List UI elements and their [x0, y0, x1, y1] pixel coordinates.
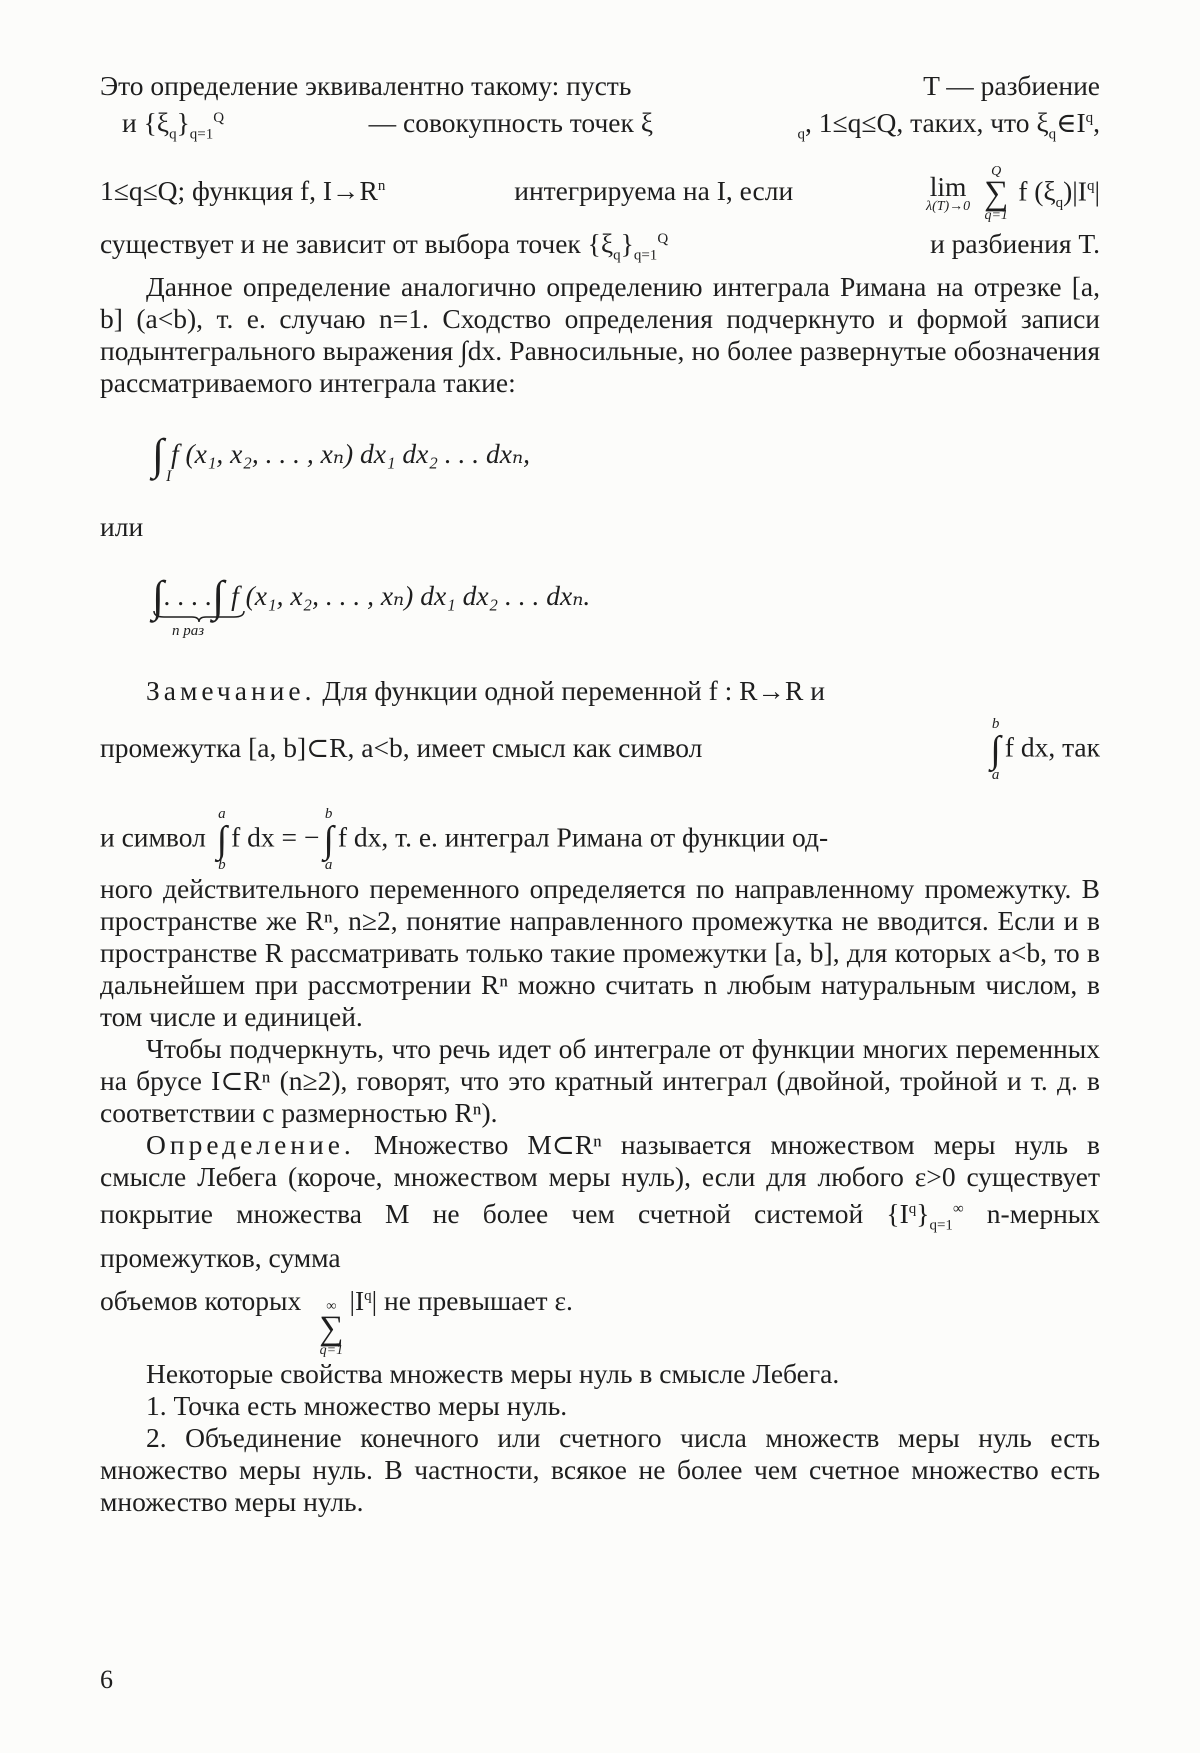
- text: и разбиения T.: [930, 227, 1100, 259]
- paragraph-properties: Некоторые свойства множеств меры нуль в смысле Лебега.: [146, 1358, 840, 1390]
- text-column: [100, 70, 1100, 1518]
- line-4: [100, 223, 1100, 272]
- line-1: [100, 70, 1100, 102]
- text: и $\{\xi_q\}_{q=1}^Q$: [122, 107, 225, 143]
- or-word: или: [100, 511, 144, 543]
- text: T — разбиение: [923, 70, 1100, 101]
- n-times-label: n раз: [172, 623, 205, 640]
- line-3: [100, 165, 1100, 223]
- paragraph-definition: Определение. Множество M⊂Rⁿ называется множеством меры нуль в смысле Лебега (короче, множеством меры нуль), если для любого ε>0 существует покрытие множества M не более чем счетной системой $\{I^q\}_{q=1}^\infty$ n-мерных промежутков, сумма: [100, 1129, 1101, 1273]
- text: $|I^q|$ не превышает ε.: [349, 1285, 573, 1317]
- formula-text: f (x₁, x₂, . . . , xₙ) dx₁ dx₂ . . . dxₙ.: [231, 580, 591, 612]
- formula-text: f (x₁, x₂, . . . , xₙ) dx₁ dx₂ . . . dxₙ,: [170, 438, 531, 470]
- page-number: 6: [100, 1665, 113, 1694]
- remark-line-3: [100, 807, 1100, 873]
- underbrace: [152, 609, 246, 623]
- text: Замечание. Для функции одной переменной f : R→R и: [146, 675, 825, 707]
- remark-line-1: [100, 675, 1100, 707]
- text: 1≤q≤Q; функция f, $I\to R^n$: [100, 174, 386, 206]
- text: объемов которых: [100, 1285, 302, 1317]
- sum-symbol: ∞ ∑ q=1: [319, 1299, 344, 1359]
- definition-line-sum: [100, 1280, 1100, 1358]
- formula-integral-2: [152, 565, 1100, 665]
- domain-label: I: [166, 468, 172, 486]
- remark-line-2: [100, 717, 1100, 783]
- text: существует и не зависит от выбора точек $\{\xi_q\}_{q=1}^Q$: [100, 227, 669, 264]
- property-1: 1. Точка есть множество меры нуль.: [146, 1390, 568, 1422]
- text: Это определение эквивалентно такому: пусть: [100, 70, 632, 101]
- paragraph-riemann: Данное определение аналогично определению интеграла Римана на отрезке [a, b] (a<b), т. е. случаю n=1. Сходство определения подчеркнуто и формой записи подынтегрального выражения ∫dx. Равносильные, но более развернутые обозначения рассматриваемого интеграла такие:: [100, 271, 1100, 399]
- integral-sign: ∫: [152, 430, 165, 480]
- text: интегрируема на I, если: [514, 174, 794, 206]
- definite-integral-ab: b ∫ a f dx, так: [990, 716, 1100, 784]
- line-2: [122, 102, 1100, 151]
- paragraph-remark: ного действительного переменного определяется по направленному промежутку. В пространстве же Rⁿ, n≥2, понятие направленного промежутка не вводится. Если и в пространстве R рассматривать только такие промежутки [a, b], для которых a<b, то в дальнейшем при рассмотрении Rⁿ можно считать n любым натуральным числом, в том числе и единицей.: [100, 873, 1100, 1033]
- text: промежутка [a, b]⊂R, a<b, имеет смысл как символ: [100, 731, 703, 763]
- repeated-integral: ∫. . . .∫ n раз: [152, 565, 224, 616]
- formula-integral-1: [152, 423, 1100, 493]
- paragraph-multiple-integral: Чтобы подчеркнуть, что речь идет об интеграле от функции многих переменных на брусе I⊂Rⁿ (n≥2), говорят, что это кратный интеграл (двойной, тройной и т. д. в соответствии с размерностью Rⁿ).: [100, 1033, 1100, 1129]
- text: и символ a ∫ b f dx = − b ∫ a f dx, т. е. интеграл Римана от функции од-: [100, 806, 829, 874]
- text: — совокупность точек ξ: [368, 107, 653, 139]
- property-2: 2. Объединение конечного или счетного числа множеств меры нуль есть множество меры нуль. В частности, всякое не более чем счетное множество есть множество меры нуль.: [100, 1422, 1100, 1518]
- riemann-sum: lim λ(T)→0 Q ∑ q=1 f $(\xi_q)|I^q|$: [926, 163, 1100, 223]
- text: $_q$, 1≤q≤Q, таких, что $\xi_q\in I^q$,: [797, 107, 1100, 143]
